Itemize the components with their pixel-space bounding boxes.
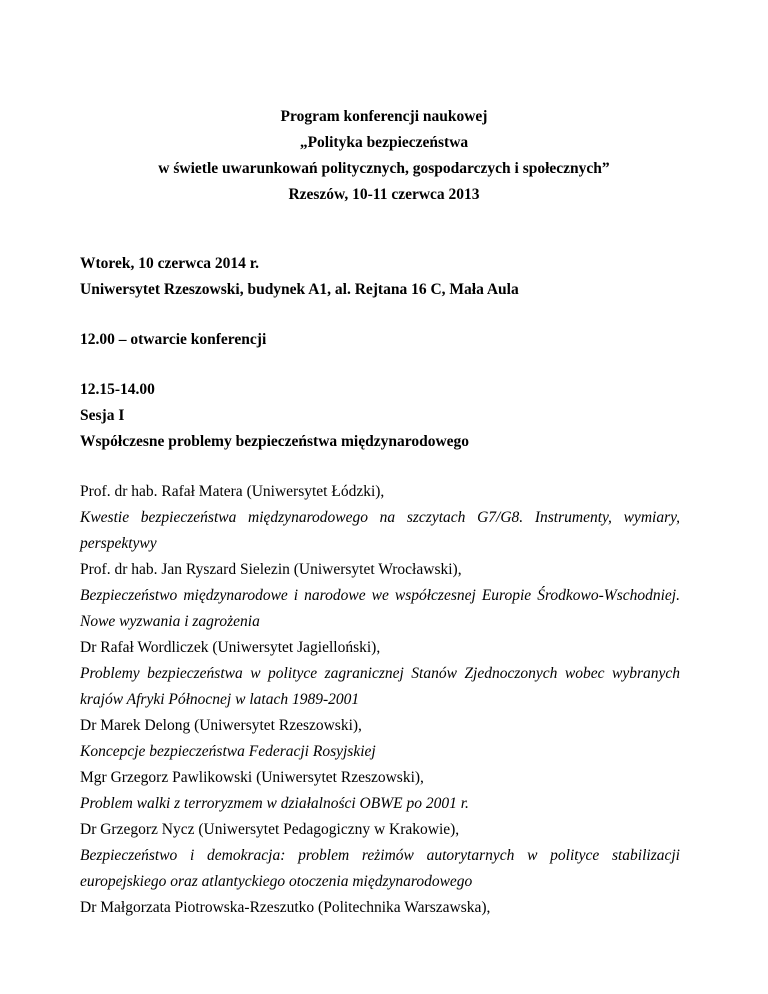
session-theme: Współczesne problemy bezpieczeństwa międzynarodowego (80, 433, 470, 450)
session-name: Sesja I (80, 407, 125, 424)
program-heading: Program konferencji naukowej (280, 108, 488, 125)
day-date: Wtorek, 10 czerwca 2014 r. (80, 255, 260, 272)
talk-title: Kwestie bezpieczeństwa międzynarodowego na szczytach G7/G8. Instrumenty, wymiary, perspektywy (80, 509, 680, 552)
talk-speaker: Prof. dr hab. Jan Ryszard Sielezin (Uniwersytet Wrocławski), (80, 561, 462, 578)
talk-title: Koncepcje bezpieczeństwa Federacji Rosyjskiej (80, 743, 376, 760)
talk-title: Bezpieczeństwo i demokracja: problem reżimów autorytarnych w polityce stabilizacji europejskiego oraz atlantyckiego otoczenia międzynarodowego (80, 847, 680, 890)
conference-name: „Polityka bezpieczeństwa (299, 134, 469, 151)
talk-title: Bezpieczeństwo międzynarodowe i narodowe we współczesnej Europie Środkowo-Wschodniej. Nowe wyzwania i zagrożenia (80, 587, 680, 630)
conference-subtitle: w świetle uwarunkowań politycznych, gospodarczych i społecznych” (158, 160, 610, 177)
talk-speaker: Dr Małgorzata Piotrowska-Rzeszutko (Politechnika Warszawska), (80, 899, 491, 916)
talk-speaker: Dr Grzegorz Nycz (Uniwersytet Pedagogiczny w Krakowie), (80, 821, 460, 838)
day-venue: Uniwersytet Rzeszowski, budynek A1, al. Rejtana 16 C, Mała Aula (80, 281, 519, 298)
talk-speaker: Prof. dr hab. Rafał Matera (Uniwersytet Łódzki), (80, 483, 385, 500)
program-content (80, 251, 680, 921)
talk-title: Problemy bezpieczeństwa w polityce zagranicznej Stanów Zjednoczonych wobec wybranych krajów Afryki Północnej w latach 1989-2001 (80, 665, 680, 708)
conference-title-block (0, 104, 768, 208)
talk-speaker: Dr Marek Delong (Uniwersytet Rzeszowski), (80, 717, 362, 734)
conference-place-date: Rzeszów, 10-11 czerwca 2013 (288, 186, 480, 203)
talk-speaker: Mgr Grzegorz Pawlikowski (Uniwersytet Rzeszowski), (80, 769, 424, 786)
session-time: 12.15-14.00 (80, 381, 155, 398)
opening-item: 12.00 – otwarcie konferencji (80, 331, 267, 348)
talk-title: Problem walki z terroryzmem w działalności OBWE po 2001 r. (80, 795, 469, 812)
talk-speaker: Dr Rafał Wordliczek (Uniwersytet Jagielloński), (80, 639, 381, 656)
